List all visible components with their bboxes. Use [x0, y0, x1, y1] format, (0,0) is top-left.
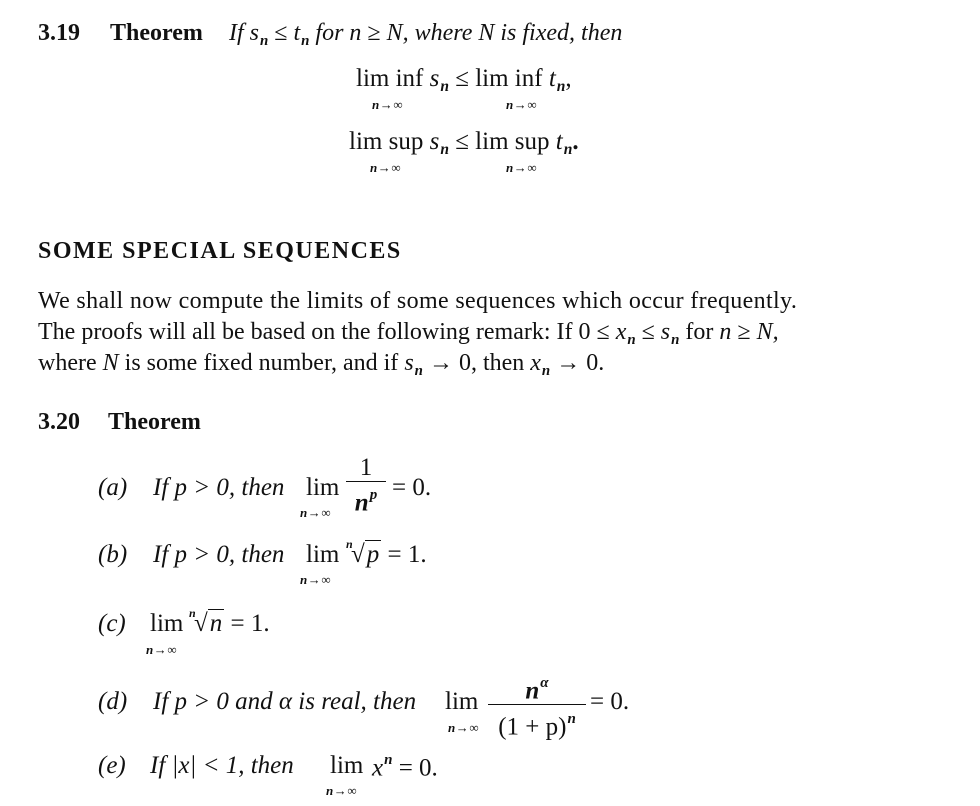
item-d-lim: lim: [445, 688, 479, 715]
limit-subscript: n→∞: [300, 505, 331, 520]
limit-subscript: n→∞: [506, 97, 537, 112]
item-a-lim: lim: [306, 474, 340, 501]
item-a-text: If p > 0, then: [153, 474, 285, 501]
paragraph-line-1: We shall now compute the limits of some sequences which occur frequently.: [38, 288, 798, 314]
limit-subscript: n→∞: [506, 160, 537, 175]
item-d-label: (d): [98, 688, 128, 715]
item-a-label: (a): [98, 474, 128, 501]
paragraph-line-2: The proofs will all be based on the following remark: If $0 \le x_n \le s_n$ for n ≥ N,: [38, 319, 779, 349]
section-heading: SOME SPECIAL SEQUENCES: [38, 238, 402, 264]
item-d-fraction: $n^\alpha$ $(1 + p)^n$: [488, 670, 586, 742]
item-e-power: $x^n = 0$.: [372, 752, 438, 782]
theorem-label: Theorem: [108, 409, 201, 435]
theorem-number: 3.20: [38, 409, 80, 435]
limit-subscript: n→∞: [300, 572, 331, 587]
limit-subscript: n→∞: [326, 783, 357, 798]
item-b-text: If p > 0, then: [153, 541, 285, 568]
theorem-statement: If $s_n \le t_n$ for n ≥ N, where N is fixed, then: [229, 20, 623, 50]
theorem-label: Theorem: [110, 20, 203, 46]
item-b-root: n √p = 1.: [346, 537, 427, 568]
item-a-fraction: 1 $n^p$: [346, 455, 386, 516]
item-e-lim: lim: [330, 752, 364, 779]
item-a-result: = 0.: [392, 474, 432, 501]
equation-liminf: lim inf $s_n \le \lim$ inf $t_n$,: [356, 65, 572, 96]
item-d-result: = 0.: [590, 688, 630, 715]
equation-limsup: lim sup $s_n \le \lim$ sup $t_n$.: [349, 128, 579, 159]
item-c-label: (c): [98, 610, 126, 637]
item-e-label: (e): [98, 752, 126, 779]
item-e-text: If |x| < 1, then: [150, 752, 294, 779]
limit-subscript: n→∞: [448, 720, 479, 735]
item-c-lim: lim: [150, 610, 184, 637]
item-d-text: If p > 0 and α is real, then: [153, 688, 417, 715]
limit-subscript: n→∞: [370, 160, 401, 175]
item-b-label: (b): [98, 541, 128, 568]
paragraph-line-3: where N is some fixed number, and if $s_n \to 0$, then $x_n \to 0$.: [38, 350, 605, 380]
limit-subscript: n→∞: [372, 97, 403, 112]
limit-subscript: n→∞: [146, 642, 177, 657]
item-c-root: n √n = 1.: [189, 606, 270, 637]
item-b-lim: lim: [306, 541, 340, 568]
theorem-number: 3.19: [38, 20, 80, 46]
